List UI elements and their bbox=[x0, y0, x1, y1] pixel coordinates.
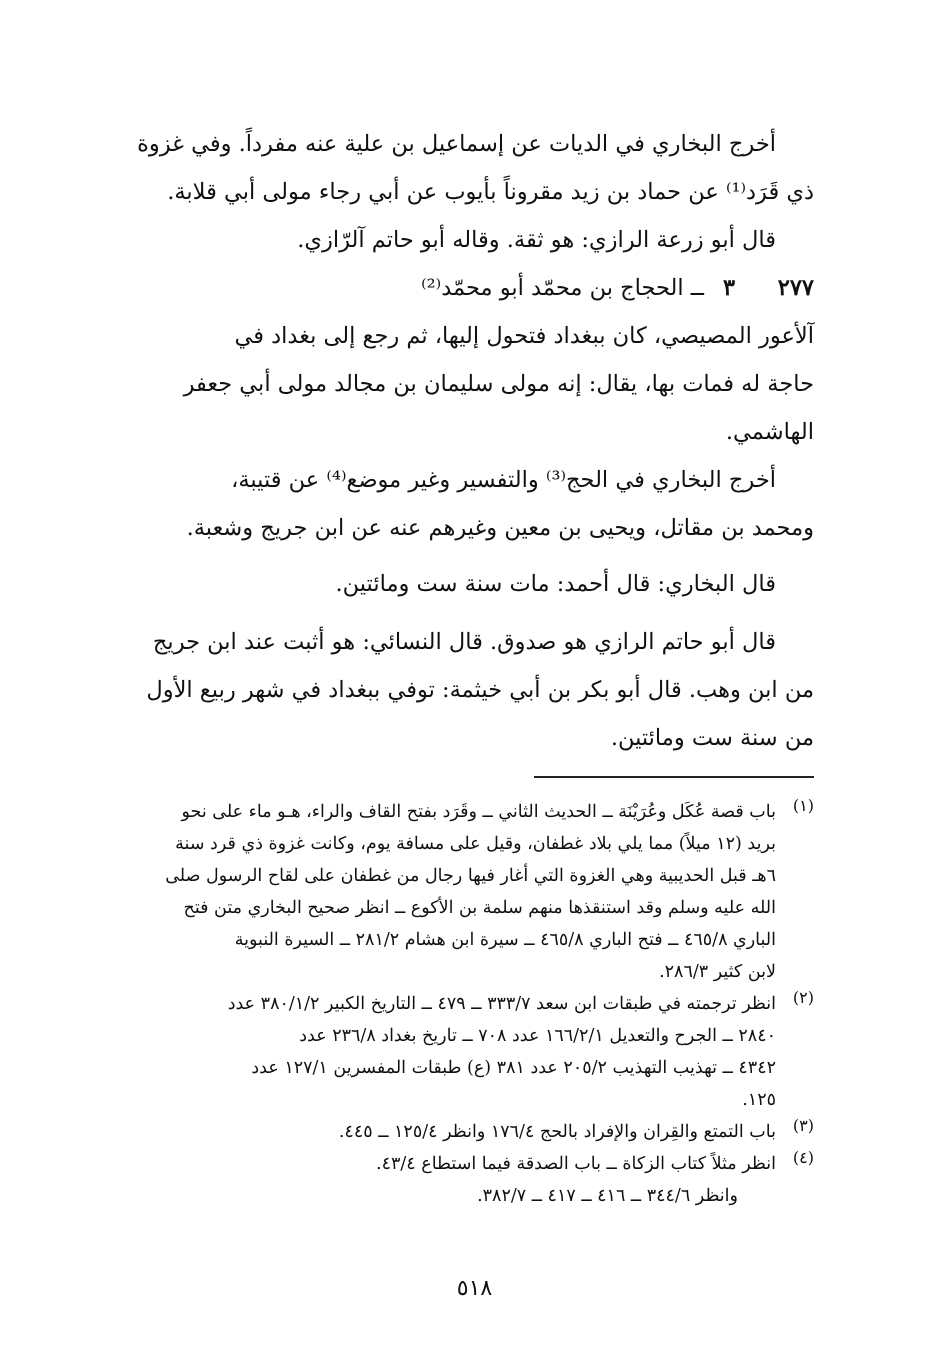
footnotes bbox=[108, 796, 814, 1212]
footnote-text bbox=[108, 1148, 776, 1212]
text-line: أخرج البخاري في الديات عن إسماعيل بن علية عنه مفرداً. وفي غزوة bbox=[137, 131, 776, 157]
paragraph-4 bbox=[108, 456, 814, 552]
footnote-label: (٢) bbox=[792, 988, 814, 1007]
paragraph-5: قال البخاري: قال أحمد: مات سنة ست ومائتين. bbox=[335, 571, 776, 597]
footnote-label: (٤) bbox=[792, 1148, 814, 1167]
entry-number: ٢٧٧ bbox=[777, 275, 814, 301]
footnote-3 bbox=[108, 1116, 814, 1148]
footnote-4 bbox=[108, 1148, 814, 1212]
paragraph-1 bbox=[108, 120, 814, 216]
text-line: ٤٣٤٢ ــ تهذيب التهذيب ٢٠٥/٢ عدد ٣٨١ (ع) طبقات المفسرين ١٢٧/١ عدد bbox=[251, 1058, 776, 1078]
page-number-text: ٥١٨ bbox=[456, 1276, 493, 1301]
biography-entry-heading bbox=[108, 264, 814, 312]
text-line: ١٢٥. bbox=[742, 1090, 776, 1110]
footnote-text bbox=[108, 988, 776, 1116]
paragraph-2: قال أبو زرعة الرازي: هو ثقة. وقاله أبو حاتم آلرّازي. bbox=[297, 227, 776, 253]
text-line: وانظر ٣٤٤/٦ ــ ٤١٦ ــ ٤١٧ ــ ٣٨٢/٧. bbox=[477, 1186, 738, 1206]
text-line: ٦هـ قبل الحديبية وهي الغزوة التي أغار فيها رجال من غطفان على لقاح الرسول صلى bbox=[165, 866, 776, 886]
footnote-1 bbox=[108, 796, 814, 988]
page-number bbox=[0, 1276, 949, 1301]
footnote-separator bbox=[534, 776, 814, 778]
text-line: من سنة ست ومائتين. bbox=[610, 725, 814, 751]
text-line: انظر ترجمته في طبقات ابن سعد ٣٣٣/٧ ــ ٤٧٩ ــ التاريخ الكبير ٣٨٠/١/٢ عدد bbox=[227, 994, 776, 1014]
text-line: باب قصة عُكَل وعُرَيْنَة ــ الحديث الثاني ــ وقَرَد بفتح القاف والراء، هـو ماء على نحو bbox=[181, 802, 776, 822]
text-line: من ابن وهب. قال أبو بكر بن أبي خيثمة: توفي ببغداد في شهر ربيع الأول bbox=[146, 677, 814, 703]
text-line: بريد (١٢ ميلاً) مما يلي بلاد غطفان، وقيل على مسافة يوم، وكانت غزوة ذي قرد سنة bbox=[175, 834, 776, 854]
text-line: ذي قَرَد⁽¹⁾ عن حماد بن زيد مقروناً بأيوب عن أبي رجاء مولى أبي قلابة. bbox=[167, 179, 814, 205]
entry-title: ــ الحجاج بن محمّد أبو محمّد⁽²⁾ bbox=[421, 275, 704, 301]
entry-index: ٣ bbox=[722, 275, 736, 301]
paragraph-6 bbox=[108, 618, 814, 762]
text-line: آلأعور المصيصي، كان ببغداد فتحول إليها، ثم رجع إلى بغداد في bbox=[234, 323, 814, 349]
footnote-text bbox=[108, 1116, 776, 1148]
text-line: قال أبو حاتم الرازي هو صدوق. قال النسائي: هو أثبت عند ابن جريج bbox=[152, 629, 776, 655]
text-line: انظر مثلاً كتاب الزكاة ــ باب الصدقة فيما استطاع ٤٣/٤. bbox=[376, 1154, 776, 1174]
text-line: باب التمتع والقِران والإفراد بالحج ١٧٦/٤ وانظر ١٢٥/٤ ــ ٤٤٥. bbox=[338, 1122, 776, 1142]
footnote-label: (٣) bbox=[792, 1116, 814, 1135]
text-line: لابن كثير ٢٨٦/٣. bbox=[659, 962, 776, 982]
book-page bbox=[108, 120, 814, 1212]
text-line: ٢٨٤٠ ــ الجرح والتعديل ١٦٦/٢/١ عدد ٧٠٨ ــ تاريخ بغداد ٢٣٦/٨ عدد bbox=[299, 1026, 776, 1046]
text-line: الهاشمي. bbox=[725, 419, 814, 445]
text-line: ومحمد بن مقاتل، ويحيى بن معين وغيرهم عنه عن ابن جريج وشعبة. bbox=[186, 515, 814, 541]
footnote-label: (١) bbox=[792, 796, 814, 815]
text-line: الباري ٤٦٥/٨ ــ فتح الباري ٤٦٥/٨ ــ سيرة ابن هشام ٢٨١/٢ ــ السيرة النبوية bbox=[234, 930, 776, 950]
text-line: الله عليه وسلم وقد استنقذها منهم سلمة بن الأكوع ــ انظر صحيح البخاري متن فتح bbox=[183, 898, 776, 918]
text-line: أخرج البخاري في الحج⁽³⁾ والتفسير وغير موضع⁽⁴⁾ عن قتيبة، bbox=[231, 467, 776, 493]
footnote-2 bbox=[108, 988, 814, 1116]
paragraph-3 bbox=[108, 312, 814, 456]
main-text bbox=[108, 120, 814, 762]
text-line: حاجة له فمات بها، يقال: إنه مولى سليمان بن مجالد مولى أبي جعفر bbox=[183, 371, 814, 397]
footnote-text bbox=[108, 796, 776, 988]
